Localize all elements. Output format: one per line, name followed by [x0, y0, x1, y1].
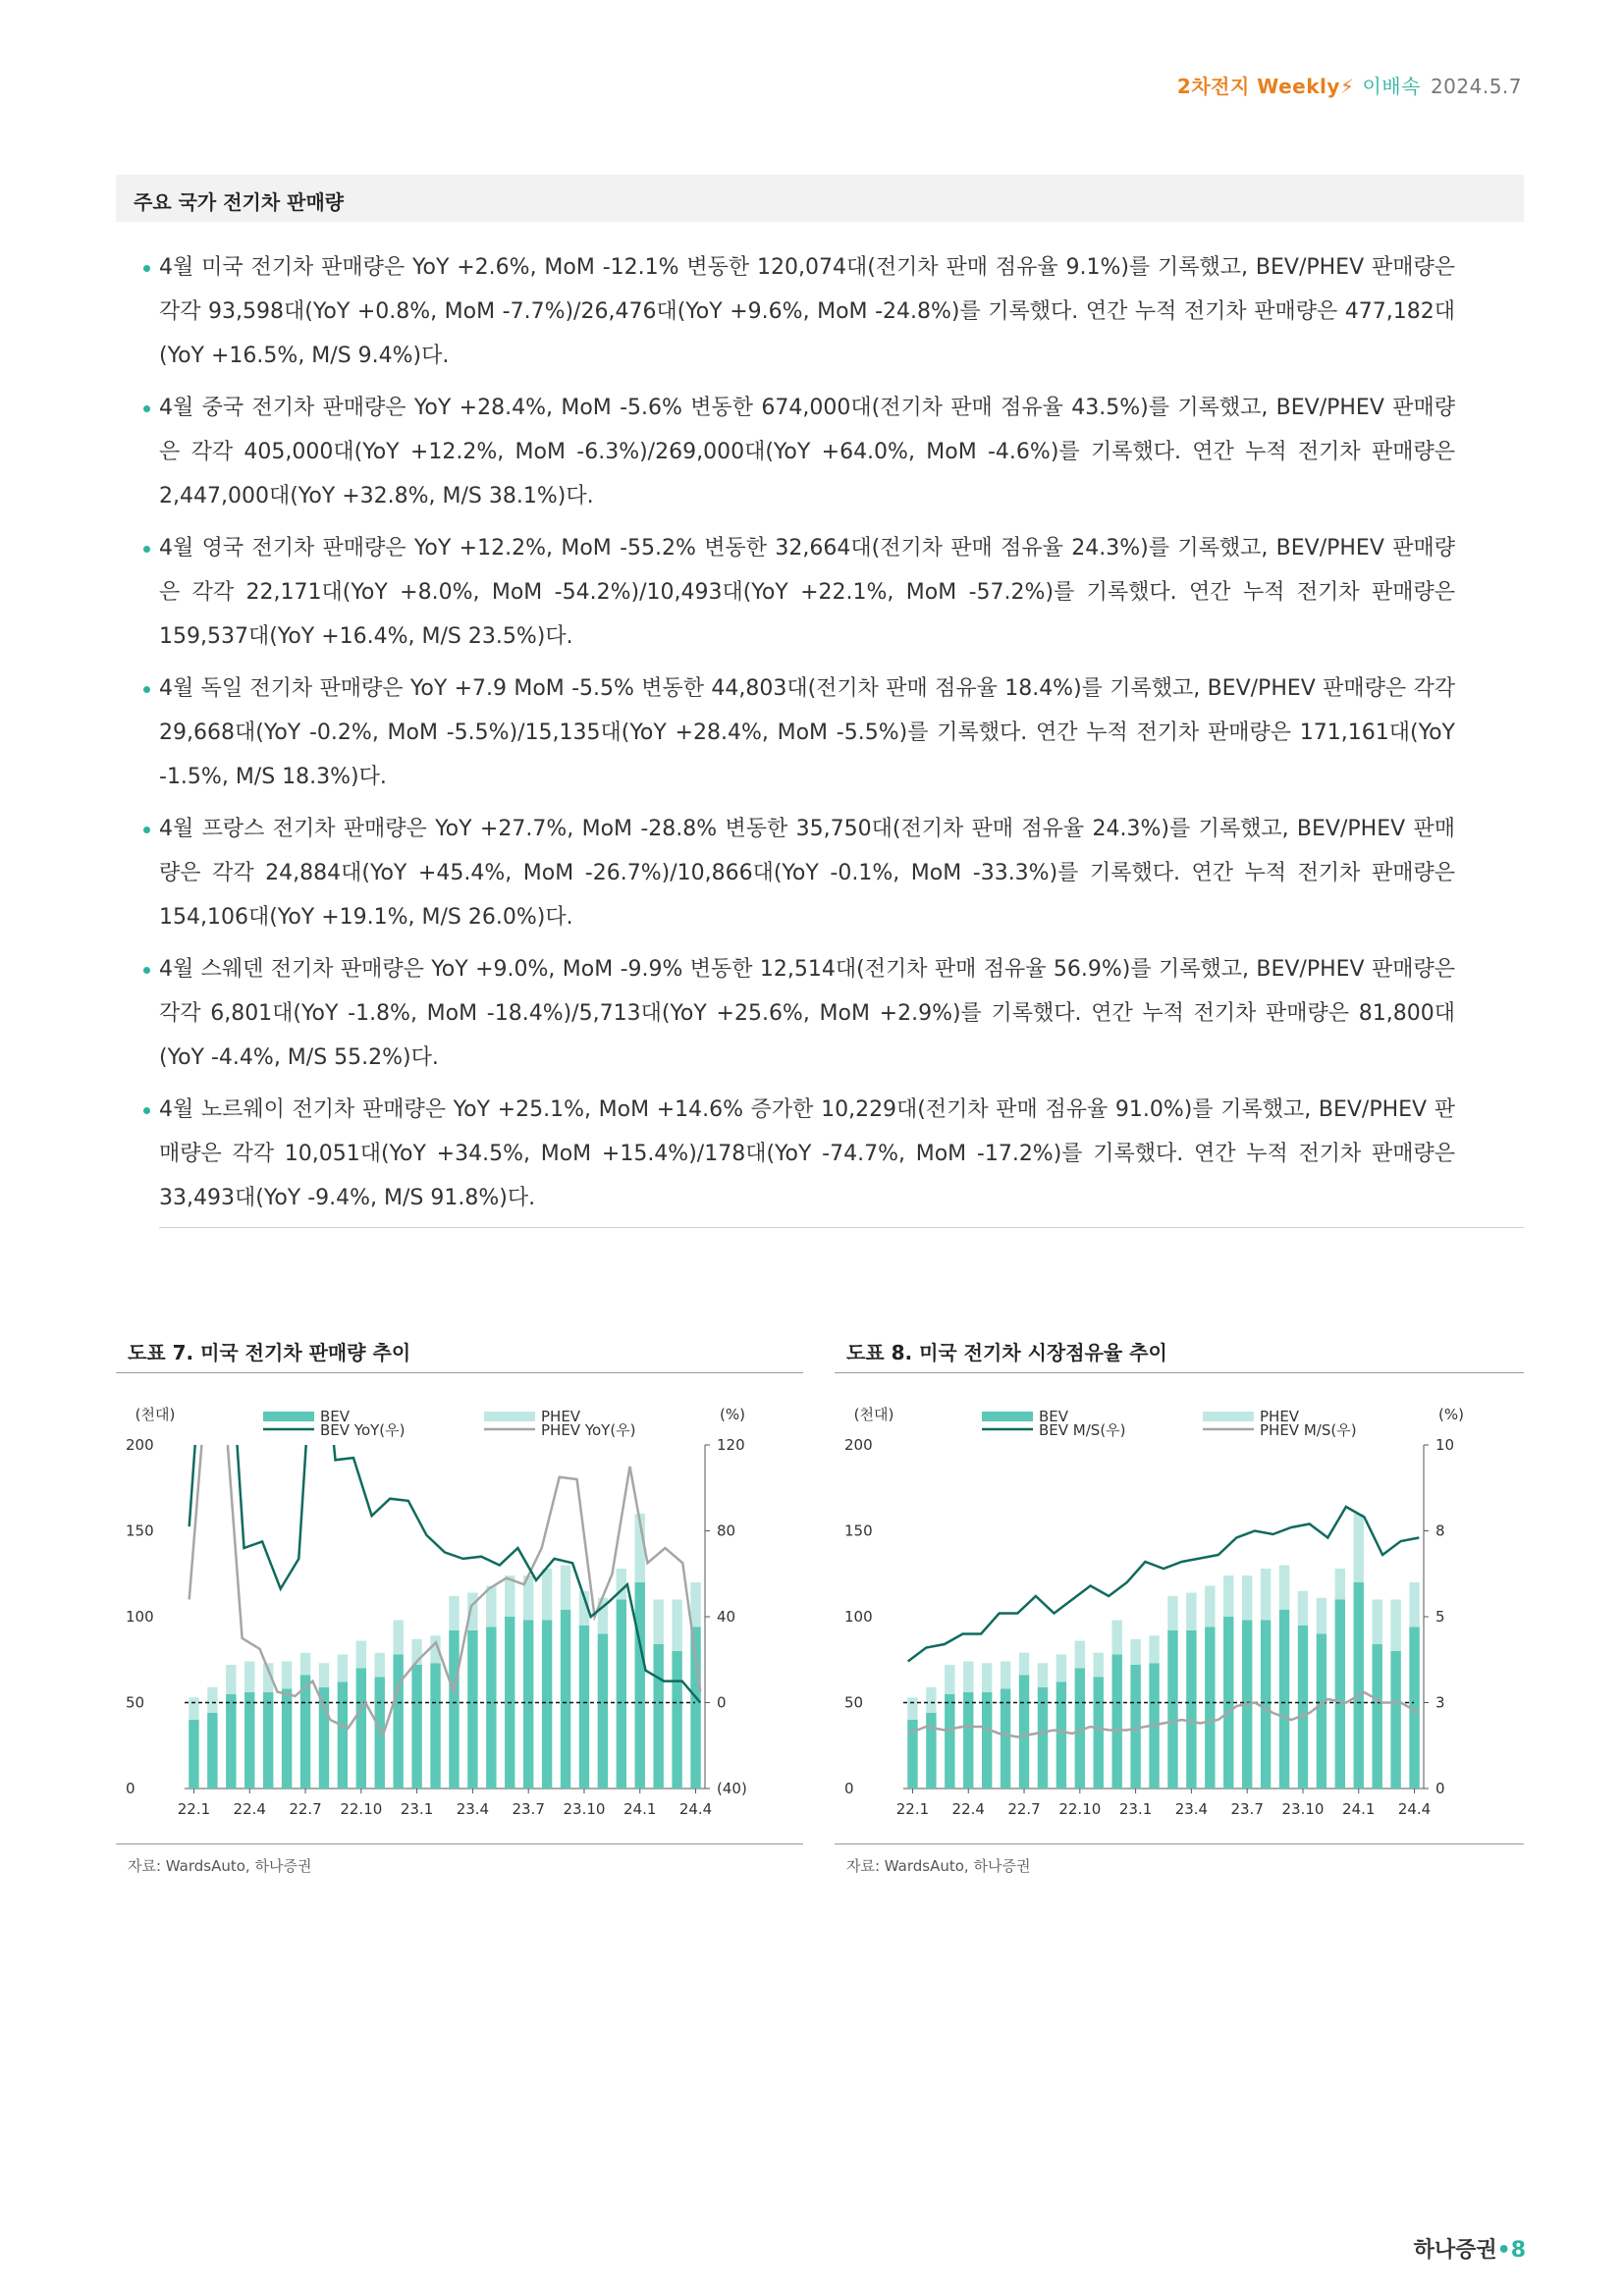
phev-bar: [963, 1662, 973, 1693]
right-tick-label: 0: [1435, 1780, 1445, 1797]
phev-bar: [1279, 1566, 1289, 1611]
legend-bev-line-label: BEV M/S(우): [1039, 1421, 1126, 1439]
left-tick-label: 200: [126, 1436, 154, 1454]
right-tick-label: (40): [717, 1780, 747, 1797]
page-footer: [1414, 2233, 1526, 2264]
x-tick-label: 22.1: [895, 1800, 930, 1818]
bev-bar: [982, 1692, 992, 1789]
bullet-germany: 4월 독일 전기차 판매량은 YoY +7.9 MoM -5.5% 변동한 44,803대(전기차 판매 점유율 18.4%)를 기록했고, BEV/PHEV 판매량은 각각 29,668대(YoY -0.2%, MoM -5.5%)/15,135대(YoY +28.4%, MoM -5.5%)를 기록했다. 연간 누적 전기차 판매량은 171,161대(YoY -1.5%, M/S 18.3%)다.: [159, 667, 1455, 799]
bev-bar: [1094, 1677, 1104, 1789]
figure-7-title: 도표 7. 미국 전기차 판매량 추이: [128, 1341, 411, 1364]
bev-bar: [1279, 1610, 1289, 1789]
right-tick-label: 40: [717, 1608, 736, 1626]
right-axis-unit: (%): [720, 1406, 745, 1423]
country-sales-list: [159, 245, 1455, 1228]
figure-8-source: 자료: WardsAuto, 하나증권: [846, 1857, 1031, 1875]
x-tick-label: 23.4: [1174, 1800, 1209, 1818]
phev-bar: [1019, 1653, 1029, 1676]
section-title: 주요 국가 전기차 판매량: [134, 190, 345, 214]
phev-bar: [542, 1569, 552, 1621]
phev-bar: [1094, 1653, 1104, 1678]
phev-bar: [1130, 1639, 1140, 1665]
figure-8-bottom-rule: [835, 1843, 1524, 1844]
bev-bar: [926, 1713, 936, 1789]
phev-bar: [189, 1697, 198, 1720]
x-tick-label: 22.4: [233, 1800, 266, 1818]
right-tick-label: 10: [1435, 1436, 1455, 1454]
bev-bar: [1019, 1676, 1029, 1789]
bullet-norway: 4월 노르웨이 전기차 판매량은 YoY +25.1%, MoM +14.6% 증가한 10,229대(전기차 판매 점유율 91.0%)를 기록했고, BEV/PHEV 판매량은 각각 10,051대(YoY +34.5%, MoM +15.4%)/178대(YoY -74.7%, MoM -17.2%)를 기록했다. 연간 누적 전기차 판매량은 33,493대(YoY -9.4%, M/S 91.8%)다.: [159, 1088, 1455, 1220]
bullet-uk: 4월 영국 전기차 판매량은 YoY +12.2%, MoM -55.2% 변동한 32,664대(전기차 판매 점유율 24.3%)를 기록했고, BEV/PHEV 판매량은 각각 22,171대(YoY +8.0%, MoM -54.2%)/10,493대(YoY +22.1%, MoM -57.2%)를 기록했다. 연간 누적 전기차 판매량은 159,537대(YoY +16.4%, M/S 23.5%)다.: [159, 526, 1455, 659]
x-tick-label: 23.10: [1281, 1800, 1325, 1818]
x-tick-label: 23.4: [456, 1800, 490, 1818]
bev-bar: [523, 1621, 533, 1789]
phev-bar: [907, 1697, 917, 1720]
bev-bar: [1111, 1655, 1121, 1789]
left-tick-label: 0: [844, 1780, 854, 1797]
right-tick-label: 8: [1435, 1522, 1445, 1540]
right-tick-label: 120: [717, 1436, 745, 1454]
legend-phev-line-label: PHEV YoY(우): [541, 1421, 636, 1439]
x-tick-label: 24.4: [678, 1800, 713, 1818]
lightning-icon: ⚡: [1339, 75, 1355, 98]
phev-bar: [1298, 1591, 1308, 1626]
figure-7-chart: [116, 1384, 803, 1845]
bev-bar: [1335, 1600, 1345, 1789]
phev-bar: [282, 1662, 292, 1689]
left-tick-label: 150: [126, 1522, 154, 1540]
x-tick-label: 23.7: [1230, 1800, 1264, 1818]
phev-bar: [1205, 1586, 1215, 1628]
phev-bar: [561, 1566, 570, 1611]
bev-bar: [1056, 1682, 1066, 1789]
x-tick-label: 22.7: [1007, 1800, 1041, 1818]
x-tick-label: 23.1: [400, 1800, 434, 1818]
phev-bar: [653, 1600, 663, 1645]
phev-bar: [244, 1662, 254, 1693]
phev-bar: [1261, 1569, 1271, 1621]
bev-bar: [300, 1676, 310, 1789]
phev-bar: [672, 1600, 681, 1652]
bev-bar: [672, 1651, 681, 1789]
bev-bar: [449, 1630, 459, 1789]
section-header: [116, 175, 1524, 222]
left-tick-label: 100: [844, 1608, 873, 1626]
bev-bar: [945, 1694, 954, 1789]
phev-bar: [393, 1621, 403, 1655]
x-tick-label: 22.1: [177, 1800, 211, 1818]
bullet-china: 4월 중국 전기차 판매량은 YoY +28.4%, MoM -5.6% 변동한 674,000대(전기차 판매 점유율 43.5%)를 기록했고, BEV/PHEV 판매량은 각각 405,000대(YoY +12.2%, MoM -6.3%)/269,000대(YoY +64.0%, MoM -4.6%)를 기록했다. 연간 누적 전기차 판매량은 2,447,000대(YoY +32.8%, M/S 38.1%)다.: [159, 386, 1455, 518]
figure-7-top-rule: [116, 1372, 803, 1373]
bev-bar: [1205, 1628, 1215, 1789]
bev-bar: [1298, 1626, 1308, 1789]
phev-bar: [1001, 1662, 1010, 1689]
phev-bar: [1111, 1621, 1121, 1655]
phev-bar: [1372, 1600, 1381, 1645]
phev-bar: [945, 1665, 954, 1694]
right-tick-label: 0: [717, 1693, 727, 1712]
bev-bar: [1001, 1689, 1010, 1789]
left-tick-label: 100: [126, 1608, 154, 1626]
legend-bev-swatch: [263, 1412, 314, 1421]
figure-8-chart: [835, 1384, 1524, 1845]
bev-bar: [635, 1582, 645, 1789]
legend-phev-label: PHEV: [541, 1408, 581, 1425]
legend-bev-label: BEV: [1039, 1408, 1069, 1425]
left-tick-label: 50: [844, 1693, 864, 1712]
x-tick-label: 24.1: [623, 1800, 657, 1818]
bev-bar: [393, 1655, 403, 1789]
legend-bev-line-label: BEV YoY(우): [320, 1421, 406, 1439]
bev-bar: [617, 1600, 626, 1789]
phev-bar: [338, 1655, 348, 1682]
phev-bar: [319, 1663, 329, 1687]
left-tick-label: 200: [844, 1436, 873, 1454]
left-tick-label: 0: [126, 1780, 135, 1797]
right-tick-label: 3: [1435, 1693, 1445, 1712]
bev-bar: [1390, 1651, 1400, 1789]
bev-bar: [338, 1682, 348, 1789]
bev-bar: [561, 1610, 570, 1789]
right-axis-unit: (%): [1438, 1406, 1464, 1423]
phev-bar: [486, 1586, 496, 1628]
figure-8-top-rule: [835, 1372, 1524, 1373]
x-tick-label: 23.7: [512, 1800, 545, 1818]
phev-bar: [1186, 1593, 1196, 1631]
bev-bar: [411, 1665, 421, 1789]
phev-bar: [1149, 1635, 1159, 1663]
figure-7-source: 자료: WardsAuto, 하나증권: [128, 1857, 312, 1875]
bev-bar: [579, 1626, 589, 1789]
legend-phev-swatch: [484, 1412, 535, 1421]
phev-bar: [1038, 1663, 1048, 1687]
x-tick-label: 22.7: [289, 1800, 322, 1818]
bev-bar: [1167, 1630, 1177, 1789]
x-tick-label: 24.1: [1342, 1800, 1376, 1818]
phev-bar: [1056, 1655, 1066, 1682]
bev-bar: [282, 1689, 292, 1789]
bev-bar: [598, 1634, 608, 1789]
phev-bar: [226, 1665, 236, 1694]
bullet-usa: 4월 미국 전기차 판매량은 YoY +2.6%, MoM -12.1% 변동한 120,074대(전기차 판매 점유율 9.1%)를 기록했고, BEV/PHEV 판매량은 각각 93,598대(YoY +0.8%, MoM -7.7%)/26,476대(YoY +9.6%, MoM -24.8%)를 기록했다. 연간 누적 전기차 판매량은 477,182대(YoY +16.5%, M/S 9.4%)다.: [159, 245, 1455, 378]
legend-phev-line-label: PHEV M/S(우): [1260, 1421, 1357, 1439]
figure-8-title: 도표 8. 미국 전기차 시장점유율 추이: [846, 1341, 1167, 1364]
x-tick-label: 23.1: [1118, 1800, 1153, 1818]
report-series-title: 2차전지 Weekly: [1176, 75, 1340, 98]
left-tick-label: 150: [844, 1522, 873, 1540]
section-divider: [159, 1227, 1524, 1228]
page-header: [1177, 71, 1522, 99]
bev-bar: [542, 1621, 552, 1789]
phev-bar: [375, 1653, 385, 1678]
legend-phev-label: PHEV: [1260, 1408, 1300, 1425]
phev-bar: [1409, 1582, 1419, 1628]
x-tick-label: 22.10: [340, 1800, 383, 1818]
bev-bar: [226, 1694, 236, 1789]
bullet-france: 4월 프랑스 전기차 판매량은 YoY +27.7%, MoM -28.8% 변동한 35,750대(전기차 판매 점유율 24.3%)를 기록했고, BEV/PHEV 판매량은 각각 24,884대(YoY +45.4%, MoM -26.7%)/10,866대(YoY -0.1%, MoM -33.3%)를 기록했다. 연간 누적 전기차 판매량은 154,106대(YoY +19.1%, M/S 26.0%)다.: [159, 807, 1455, 939]
bev-bar: [207, 1713, 217, 1789]
x-tick-label: 24.4: [1397, 1800, 1432, 1818]
x-tick-label: 23.10: [563, 1800, 606, 1818]
bev-bar: [486, 1628, 496, 1789]
legend-phev-swatch: [1203, 1412, 1254, 1421]
x-tick-label: 22.4: [951, 1800, 985, 1818]
left-axis-unit: (천대): [135, 1406, 176, 1423]
phev-bar: [1335, 1569, 1345, 1600]
phev-bar: [926, 1687, 936, 1713]
phev-bar: [356, 1641, 366, 1669]
bev-bar: [1186, 1630, 1196, 1789]
phev-bar: [207, 1687, 217, 1713]
phev-bar: [1242, 1575, 1252, 1621]
bev-bar: [263, 1692, 273, 1789]
page-number: 8: [1510, 2238, 1526, 2263]
bullet-sweden: 4월 스웨덴 전기차 판매량은 YoY +9.0%, MoM -9.9% 변동한 12,514대(전기차 판매 점유율 56.9%)를 기록했고, BEV/PHEV 판매량은 각각 6,801대(YoY -1.8%, MoM -18.4%)/5,713대(YoY +25.6%, MoM +2.9%)를 기록했다. 연간 누적 전기차 판매량은 81,800대(YoY -4.4%, M/S 55.2%)다.: [159, 947, 1455, 1080]
bev-bar: [189, 1720, 198, 1789]
footer-dot: •: [1496, 2238, 1511, 2263]
phev-bar: [690, 1582, 700, 1628]
phev-bar: [1075, 1641, 1085, 1669]
legend-bev-label: BEV: [320, 1408, 351, 1425]
phev-bar: [1390, 1600, 1400, 1652]
left-tick-label: 50: [126, 1693, 145, 1712]
bev-bar: [963, 1692, 973, 1789]
bev-bar: [653, 1644, 663, 1789]
right-tick-label: 80: [717, 1522, 736, 1540]
bev-bar: [1261, 1621, 1271, 1789]
right-tick-label: 5: [1435, 1608, 1445, 1626]
bev-bar: [430, 1663, 440, 1789]
bev-bar: [1354, 1582, 1364, 1789]
phev-bar: [1167, 1596, 1177, 1630]
bev-bar: [1317, 1634, 1326, 1789]
report-date: 2024.5.7: [1430, 75, 1522, 98]
left-axis-unit: (천대): [853, 1406, 894, 1423]
phev-bar: [1354, 1514, 1364, 1582]
phev-bar: [449, 1596, 459, 1630]
phev-bar: [1223, 1575, 1233, 1617]
phev-bar: [982, 1663, 992, 1692]
bev-bar: [244, 1692, 254, 1789]
phev-bar: [1317, 1598, 1326, 1634]
author-name: 이배속: [1362, 75, 1421, 98]
bev-bar: [1372, 1644, 1381, 1789]
bev-bar: [467, 1630, 477, 1789]
phev-bar: [300, 1653, 310, 1676]
footer-brand: 하나증권: [1413, 2238, 1497, 2263]
x-tick-label: 22.10: [1058, 1800, 1102, 1818]
figure-7-bottom-rule: [116, 1843, 803, 1844]
bev-bar: [356, 1669, 366, 1789]
legend-bev-swatch: [982, 1412, 1033, 1421]
